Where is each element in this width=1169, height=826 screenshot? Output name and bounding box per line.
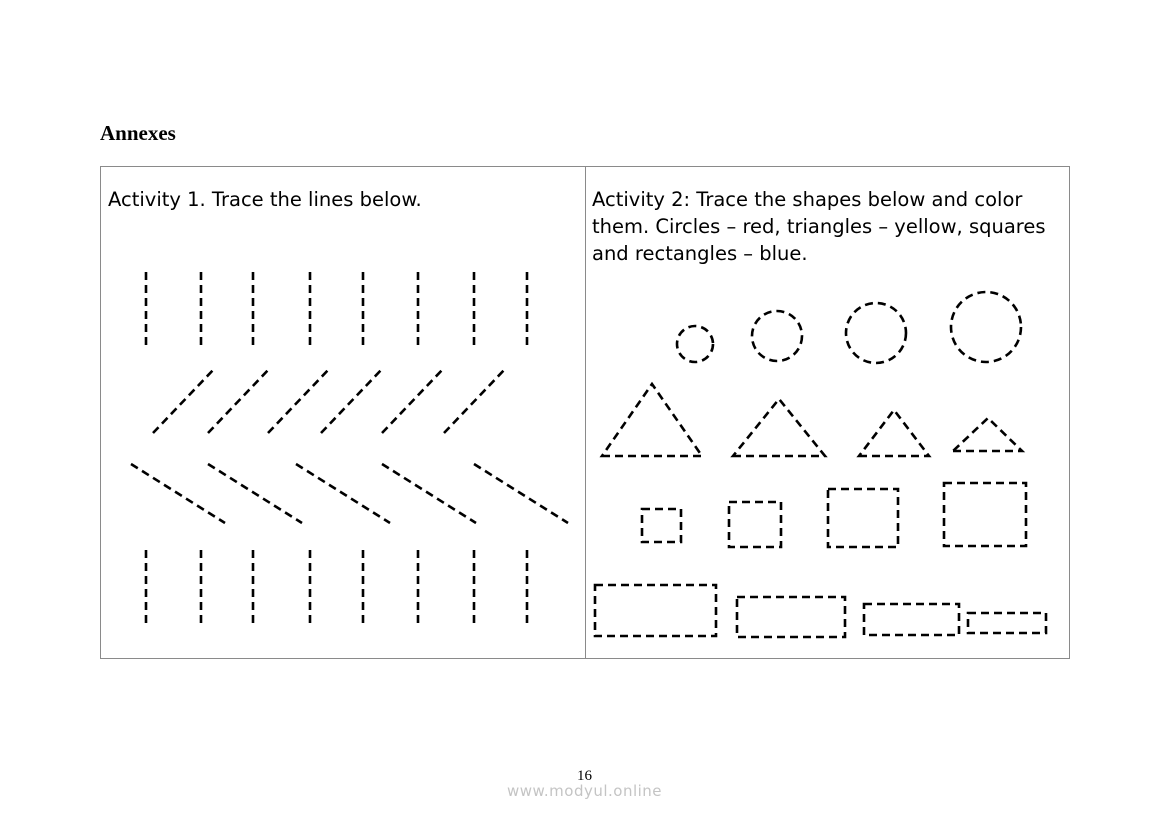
diagonal-lines-rising [153, 368, 506, 433]
annexes-heading: Annexes [100, 121, 176, 145]
activity-2-instruction: Activity 2: Trace the shapes below and color them. Circles – red, triangles – yellow, squares and rectangles – blue. [592, 188, 1046, 265]
vertical-lines-top [146, 272, 527, 350]
page-number: 16 [577, 768, 592, 784]
vertical-lines-bottom [146, 550, 527, 628]
triangles-row [602, 384, 1022, 456]
rectangles-row [595, 585, 1046, 637]
diagonal-lines-falling [131, 464, 568, 523]
circles-row [677, 292, 1021, 363]
squares-row [642, 483, 1026, 547]
activity-1-instruction: Activity 1. Trace the lines below. [108, 188, 422, 211]
watermark-text: www.modyul.online [506, 782, 663, 800]
